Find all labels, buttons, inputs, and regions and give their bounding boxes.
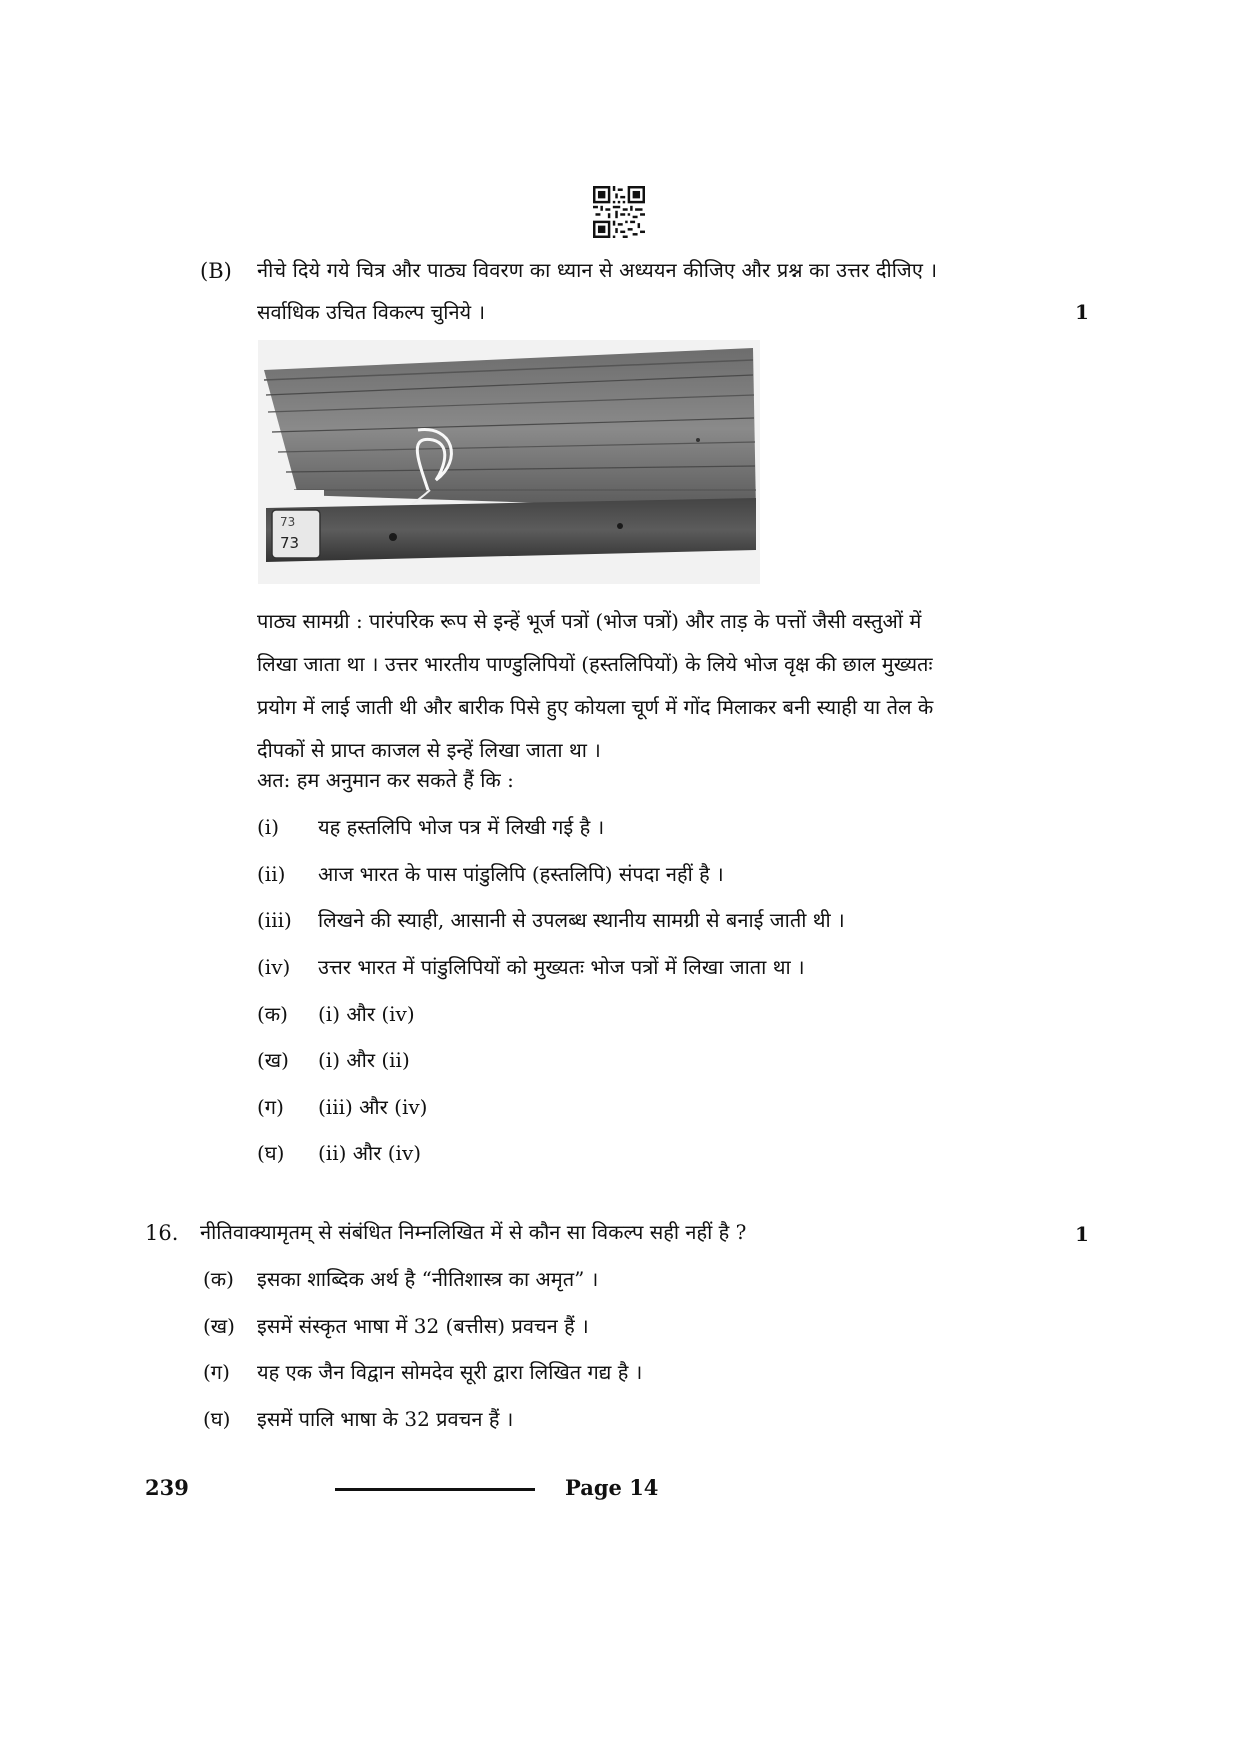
statement-text: उत्तर भारत में पांडुलिपियों को मुख्यतः भोज पत्रों में लिखा जाता था । [318,955,805,979]
question-b-marks: 1 [1075,300,1089,324]
statement-number: (i) [257,815,280,839]
manuscript-tag-number: 73 [280,534,300,552]
statement-number: (iv) [257,955,291,979]
qr-code [593,186,645,238]
question-16-text: नीतिवाक्यामृतम् से संबंधित निम्नलिखित में से कौन सा विकल्प सही नहीं है ? [200,1220,747,1244]
option-key: (घ) [257,1141,285,1165]
statement-text: आज भारत के पास पांडुलिपि (हस्तलिपि) संपदा नहीं है । [318,862,724,886]
footer-divider [335,1488,535,1491]
statement-text: यह हस्तलिपि भोज पत्र में लिखी गई है । [318,815,605,839]
option-key: (ख) [203,1314,235,1338]
option-key: (ख) [257,1048,289,1072]
option-key: (ग) [257,1095,284,1119]
question-b-label: (B) [200,259,232,283]
option-text: इसका शाब्दिक अर्थ है “नीतिशास्त्र का अमृत” । [257,1267,599,1291]
option-text: (i) और (ii) [318,1048,410,1072]
option-text: (i) और (iv) [318,1002,415,1026]
option-text: इसमें संस्कृत भाषा में 32 (बत्तीस) प्रवचन हैं । [257,1314,589,1338]
option-text: यह एक जैन विद्वान सोमदेव सूरी द्वारा लिखित गद्य है । [257,1360,643,1384]
svg-text:73: 73 [280,515,296,529]
option-key: (घ) [203,1407,231,1431]
passage-line: प्रयोग में लाई जाती थी और बारीक पिसे हुए कोयला चूर्ण में गोंद मिलाकर बनी स्याही या तेल के [257,695,934,719]
question-b-instruction: नीचे दिये गये चित्र और पाठ्य विवरण का ध्यान से अध्ययन कीजिए और प्रश्न का उत्तर दीजिए । [257,258,938,282]
question-16-marks: 1 [1075,1222,1089,1246]
statement-text: लिखने की स्याही, आसानी से उपलब्ध स्थानीय सामग्री से बनाई जाती थी । [318,908,845,932]
question-b-instruction-2: सर्वाधिक उचित विकल्प चुनिये । [257,300,486,324]
paper-code: 239 [145,1475,189,1500]
option-key: (क) [203,1267,234,1291]
manuscript-photo [258,340,760,584]
option-text: (iii) और (iv) [318,1095,428,1119]
statement-number: (iii) [257,908,292,932]
passage [257,600,1077,772]
page-number: Page 14 [565,1475,659,1500]
option-key: (क) [257,1002,288,1026]
question-16-number: 16. [145,1221,179,1245]
passage-line: लिखा जाता था । उत्तर भारतीय पाण्डुलिपियों (हस्तलिपियों) के लिये भोज वृक्ष की छाल मुख्यतः [257,652,933,676]
inference-prompt: अत: हम अनुमान कर सकते हैं कि : [257,768,514,792]
passage-line: पाठ्य सामग्री : पारंपरिक रूप से इन्हें भूर्ज पत्रों (भोज पत्रों) और ताड़ के पत्तों जैसी वस्तुओं में [257,609,922,633]
statement-number: (ii) [257,862,286,886]
option-key: (ग) [203,1360,230,1384]
passage-line: दीपकों से प्राप्त काजल से इन्हें लिखा जाता था । [257,738,601,762]
option-text: (ii) और (iv) [318,1141,422,1165]
option-text: इसमें पालि भाषा के 32 प्रवचन हैं । [257,1407,514,1431]
